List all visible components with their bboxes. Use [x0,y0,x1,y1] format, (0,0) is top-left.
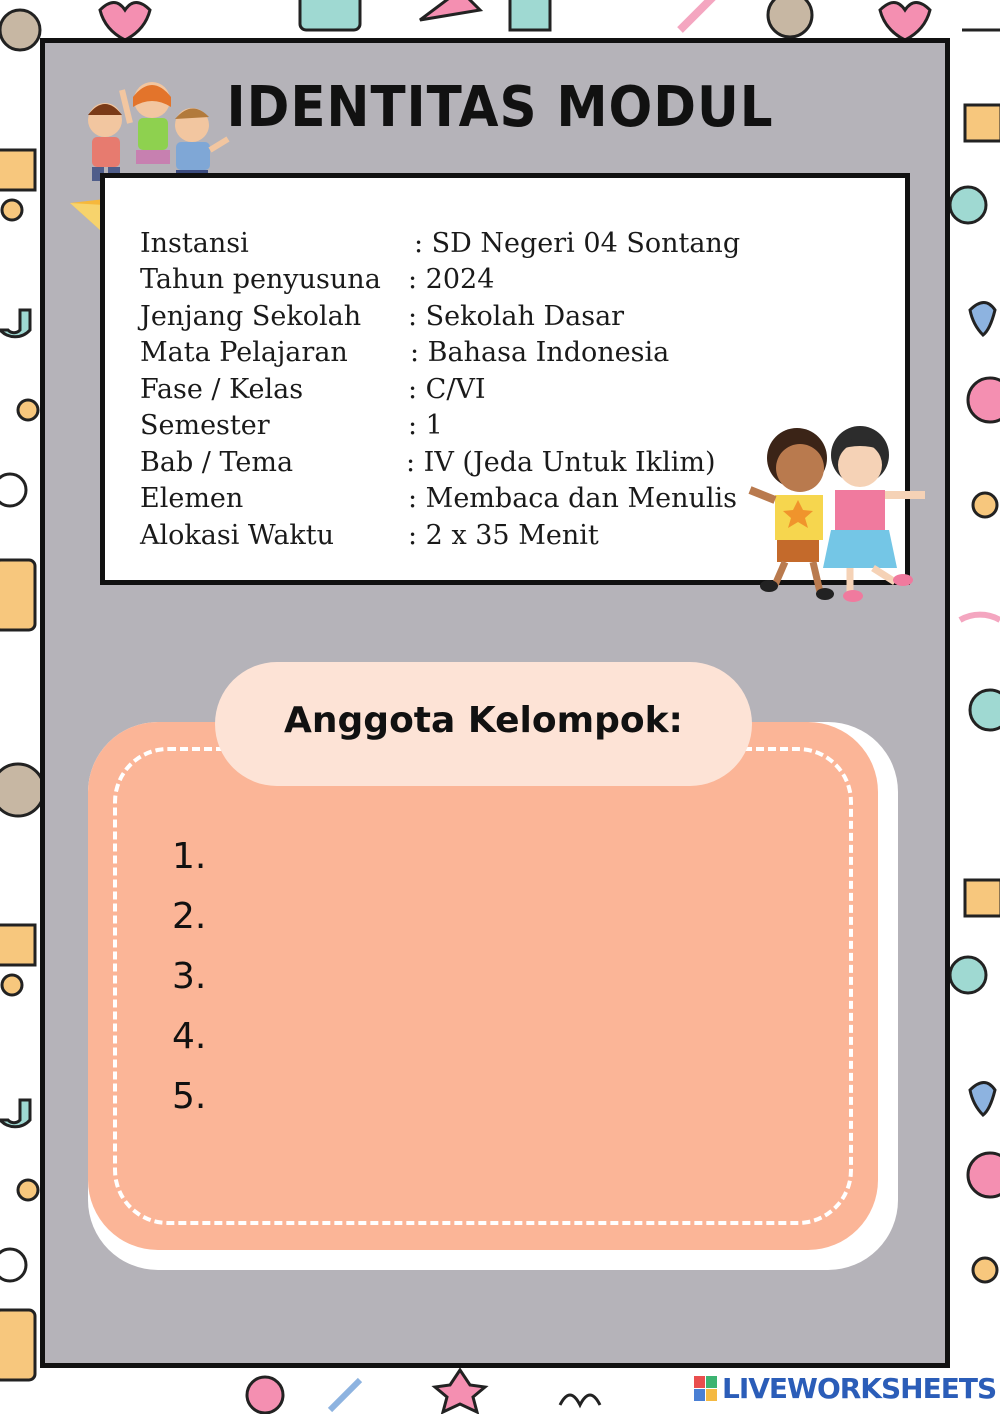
members-title: Anggota Kelompok: [284,700,683,741]
member-item-3: 3. [172,956,207,997]
info-value: : Sekolah Dasar [408,301,625,332]
info-value: : Bahasa Indonesia [410,337,670,368]
liveworksheets-watermark [694,1372,997,1408]
info-value: : Membaca dan Menulis [408,483,737,514]
info-label: Instansi [140,228,249,259]
info-value: : C/VI [408,374,486,405]
info-label: Tahun penyusuna [140,264,381,295]
info-label: Alokasi Waktu [140,520,335,551]
info-value: : 2024 [408,264,495,295]
member-item-1: 1. [172,836,207,877]
two-kids-illustration [745,410,935,605]
page-title: IDENTITAS MODUL [226,75,774,140]
info-label: Elemen [140,483,244,514]
info-label: Jenjang Sekolah [140,301,362,332]
members-dashed-border [113,747,853,1225]
watermark-text: LIVEWORKSHEETS [722,1372,997,1405]
info-label: Bab / Tema [140,447,294,478]
info-value: : 2 x 35 Menit [408,520,599,551]
liveworksheets-logo-icon [694,1376,718,1402]
info-label: Fase / Kelas [140,374,304,405]
info-label: Mata Pelajaran [140,337,348,368]
info-label: Semester [140,410,270,441]
info-value: : IV (Jeda Untuk Iklim) [406,447,716,478]
info-value: : SD Negeri 04 Sontang [414,228,741,259]
member-item-5: 5. [172,1076,207,1117]
member-item-2: 2. [172,896,207,937]
info-value: : 1 [408,410,443,441]
member-item-4: 4. [172,1016,207,1057]
